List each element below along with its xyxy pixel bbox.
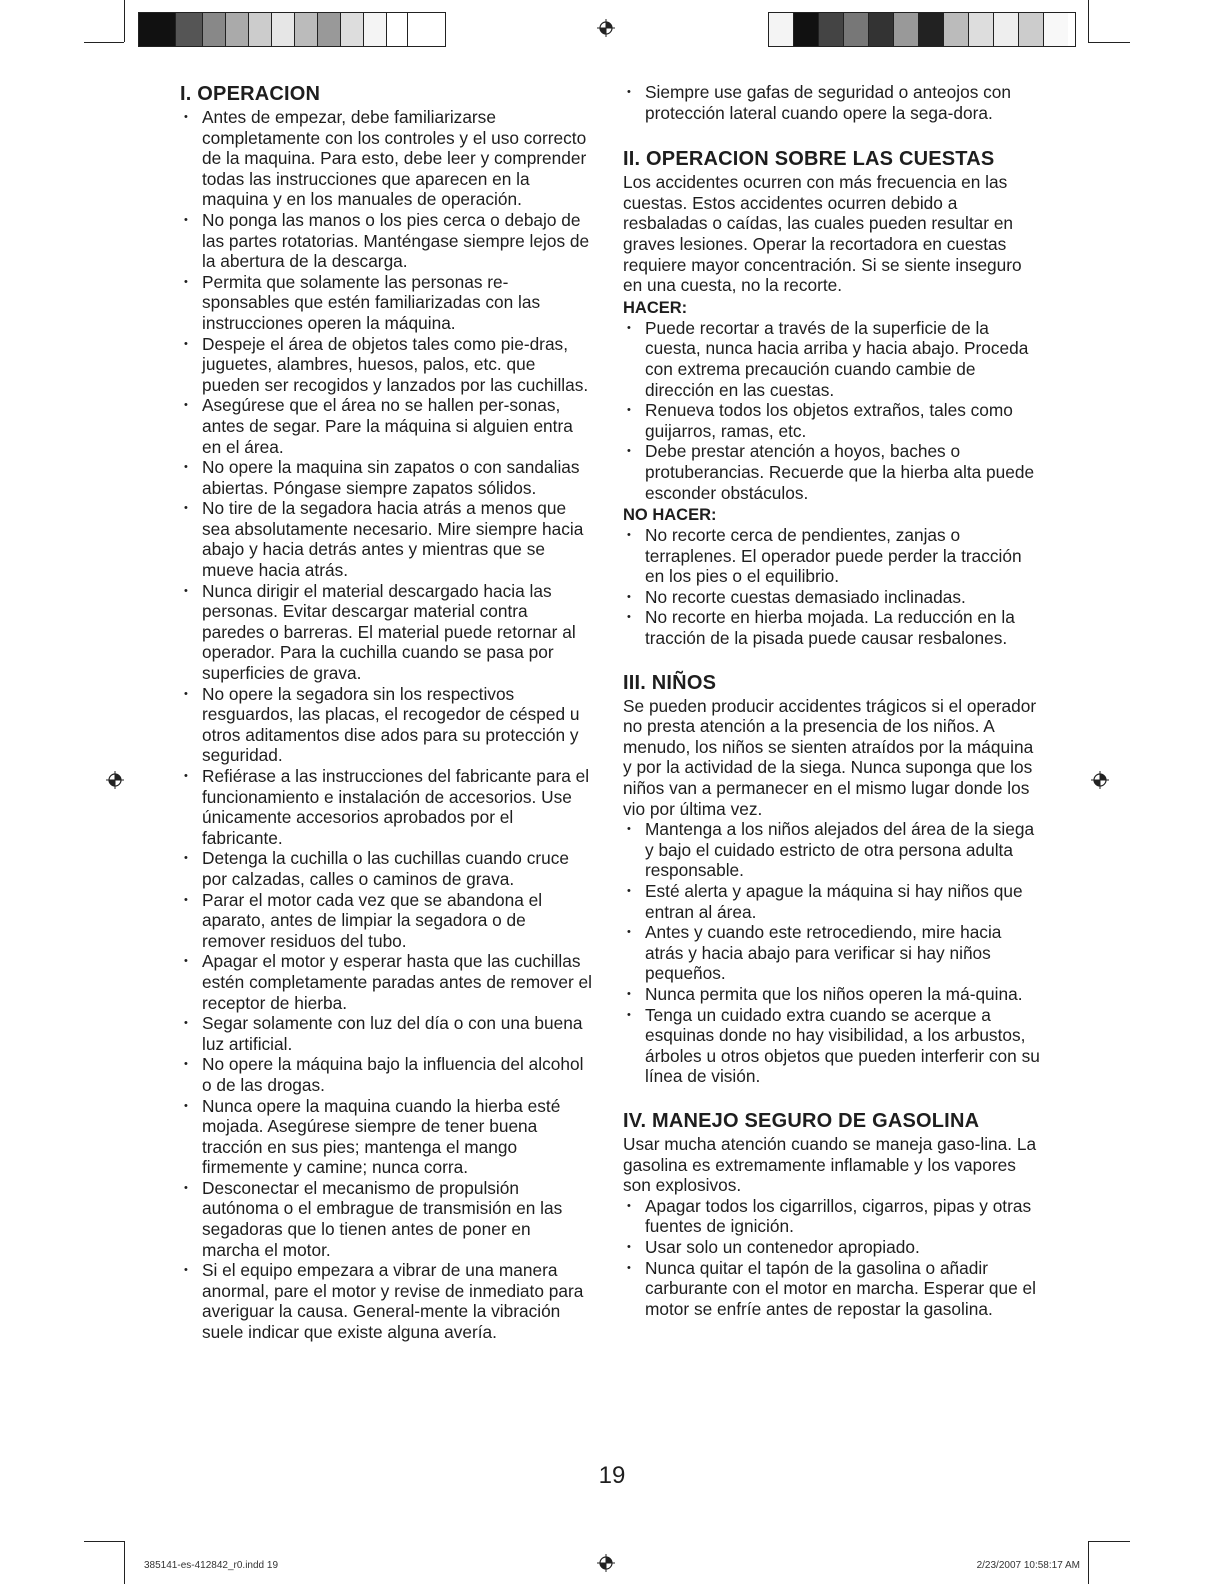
registration-mark-icon (597, 19, 615, 37)
crop-mark-top-left-v (124, 0, 125, 42)
crop-mark-top-right-h (1088, 42, 1130, 43)
list-item: • Siempre use gafas de seguridad o anteojos con protección lateral cuando opere la sega-dora. (623, 82, 1043, 123)
list-item: • Detenga la cuchilla o las cuchillas cuando cruce por calzadas, calles o caminos de grava. (180, 848, 592, 889)
list-item: • Nunca opere la maquina cuando la hierba esté mojada. Asegúrese siempre de tener buena tracción en sus pies; mantenga el mango firmemente y camine; nunca corra. (180, 1096, 592, 1178)
left-column (180, 82, 592, 1343)
subheading-no-hacer: NO HACER: (623, 506, 717, 525)
list-item: • No tire de la segadora hacia atrás a menos que sea absolutamente necesario. Mire siempre hacia abajo y hacia detrás antes y mientras que se mueve hacia atrás. (180, 498, 592, 580)
list-item: • Segar solamente con luz del día o con una buena luz artificial. (180, 1013, 592, 1054)
list-item: • Desconectar el mecanismo de propulsión autónoma o el embrague de transmisión en las segadoras que lo tienen antes de poner en marcha el motor. (180, 1178, 592, 1260)
list-item: • No ponga las manos o los pies cerca o debajo de las partes rotatorias. Manténgase siempre lejos de la abertura de la descarga. (180, 210, 592, 272)
color-calibration-bar-left (138, 12, 446, 47)
list-item: • No opere la máquina bajo la influencia del alcohol o de las drogas. (180, 1054, 592, 1095)
color-calibration-bar-right (768, 12, 1076, 47)
crop-mark-top-left-h (84, 42, 124, 43)
registration-mark-icon (597, 1554, 615, 1572)
footer-timestamp: 2/23/2007 10:58:17 AM (976, 1560, 1080, 1571)
list-item: • Refiérase a las instrucciones del fabricante para el funcionamiento e instalación de accesorios. Use únicamente accesorios aprobados por el fabricante. (180, 766, 592, 848)
ninos-list (623, 819, 1043, 1087)
list-item: • No recorte en hierba mojada. La reducción en la tracción de la pisada puede causar resbalones. (623, 607, 1043, 648)
gasolina-list (623, 1196, 1043, 1320)
operacion-list-continued (623, 82, 1043, 123)
list-item: • Despeje el área de objetos tales como pie-dras, juguetes, alambres, huesos, palos, etc. que pueden ser recogidos y lanzados por las cuchillas. (180, 334, 592, 396)
list-item: • Apagar el motor y esperar hasta que las cuchillas estén completamente paradas antes de remover el receptor de hierba. (180, 951, 592, 1013)
section-title-operacion: I. OPERACION (180, 83, 321, 105)
list-item: • Tenga un cuidado extra cuando se acerque a esquinas donde no hay visibilidad, a los arbustos, árboles u otros objetos que pueden interferir con su línea de visión. (623, 1005, 1043, 1087)
crop-mark-bottom-right-v (1088, 1541, 1089, 1584)
right-column (623, 82, 1043, 1319)
list-item: • Parar el motor cada vez que se abandona el aparato, antes de limpiar la segadora o de remover residuos del tubo. (180, 890, 592, 952)
list-item: • No opere la segadora sin los respectivos resguardos, las placas, el recogedor de césped u otros aditamentos dise ados para su protección y seguridad. (180, 684, 592, 766)
crop-mark-bottom-left-v (124, 1541, 125, 1584)
crop-mark-top-right-v (1088, 0, 1089, 42)
list-item: • Debe prestar atención a hoyos, baches o protuberancias. Recuerde que la hierba alta puede esconder obstáculos. (623, 441, 1043, 503)
no-hacer-list (623, 525, 1043, 649)
list-item: • Antes de empezar, debe familiarizarse completamente con los controles y el uso correcto de la maquina. Para esto, debe leer y comprender todas las instrucciones que aparecen en la maquina y en los manuales de operación. (180, 107, 592, 210)
section-title-ninos: III. NIÑOS (623, 671, 717, 694)
crop-mark-bottom-right-h (1088, 1541, 1130, 1542)
subheading-hacer: HACER: (623, 298, 688, 317)
section-intro-cuestas: Los accidentes ocurren con más frecuencia en las cuestas. Estos accidentes ocurren debido a resbaladas o caídas, las cuales pueden resultar en graves lesiones. Operar la recortadora en cuestas requiere mayor concentración. Si se siente inseguro en una cuesta, no la recorte. (623, 172, 1022, 296)
list-item: • No recorte cuestas demasiado inclinadas. (623, 587, 1043, 608)
hacer-list (623, 318, 1043, 503)
page-number: 19 (598, 1462, 626, 1489)
section-intro-gasolina: Usar mucha atención cuando se maneja gaso-lina. La gasolina es extremamente inflamable y los vapores son explosivos. (623, 1133, 1037, 1196)
list-item: • Apagar todos los cigarrillos, cigarros, pipas y otras fuentes de ignición. (623, 1196, 1043, 1237)
list-item: • Nunca quitar el tapón de la gasolina o añadir carburante con el motor en marcha. Esperar que el motor se enfríe antes de repostar la gasolina. (623, 1258, 1043, 1320)
registration-mark-icon (1091, 771, 1109, 789)
list-item: • Nunca permita que los niños operen la má-quina. (623, 984, 1043, 1005)
section-title-cuestas: II. OPERACION SOBRE LAS CUESTAS (623, 148, 995, 171)
section-title-gasolina: IV. MANEJO SEGURO DE GASOLINA (623, 1109, 980, 1132)
section-intro-ninos: Se pueden producir accidentes trágicos si el operador no presta atención a la presencia de los niños. A menudo, los niños se sienten atraídos por la máquina y por la actividad de la siega. Nunca suponga que los niños van a permanecer en el mismo lugar donde los vio por última vez. (623, 695, 1037, 819)
list-item: • Antes y cuando este retrocediendo, mire hacia atrás y hacia abajo para verificar si hay niños pequeños. (623, 922, 1043, 984)
list-item: • Mantenga a los niños alejados del área de la siega y bajo el cuidado estricto de otra persona adulta responsable. (623, 819, 1043, 881)
list-item: • Permita que solamente las personas re-sponsables que estén familiarizadas con las instrucciones operen la máquina. (180, 272, 592, 334)
list-item: • Nunca dirigir el material descargado hacia las personas. Evitar descargar material contra paredes o barreras. El material puede retornar al operador. Para la cuchilla cuando se pasa por superficies de grava. (180, 581, 592, 684)
crop-mark-bottom-left-h (84, 1541, 124, 1542)
list-item: • No opere la maquina sin zapatos o con sandalias abiertas. Póngase siempre zapatos sólidos. (180, 457, 592, 498)
list-item: • Esté alerta y apague la máquina si hay niños que entran al área. (623, 881, 1043, 922)
registration-mark-icon (106, 771, 124, 789)
footer-filename: 385141-es-412842_r0.indd 19 (144, 1560, 278, 1571)
list-item: • Si el equipo empezara a vibrar de una manera anormal, pare el motor y revise de inmediato para averiguar la causa. General-mente la vibración suele indicar que existe alguna avería. (180, 1260, 592, 1342)
list-item: • No recorte cerca de pendientes, zanjas o terraplenes. El operador puede perder la tracción en los pies o el equilibrio. (623, 525, 1043, 587)
list-item: • Puede recortar a través de la superficie de la cuesta, nunca hacia arriba y hacia abajo. Proceda con extrema precaución cuando cambie de dirección en las cuestas. (623, 318, 1043, 400)
operacion-list (180, 107, 592, 1343)
list-item: • Renueva todos los objetos extraños, tales como guijarros, ramas, etc. (623, 400, 1043, 441)
list-item: • Asegúrese que el área no se hallen per-sonas, antes de segar. Pare la máquina si alguien entra en el área. (180, 395, 592, 457)
list-item: • Usar solo un contenedor apropiado. (623, 1237, 1043, 1258)
